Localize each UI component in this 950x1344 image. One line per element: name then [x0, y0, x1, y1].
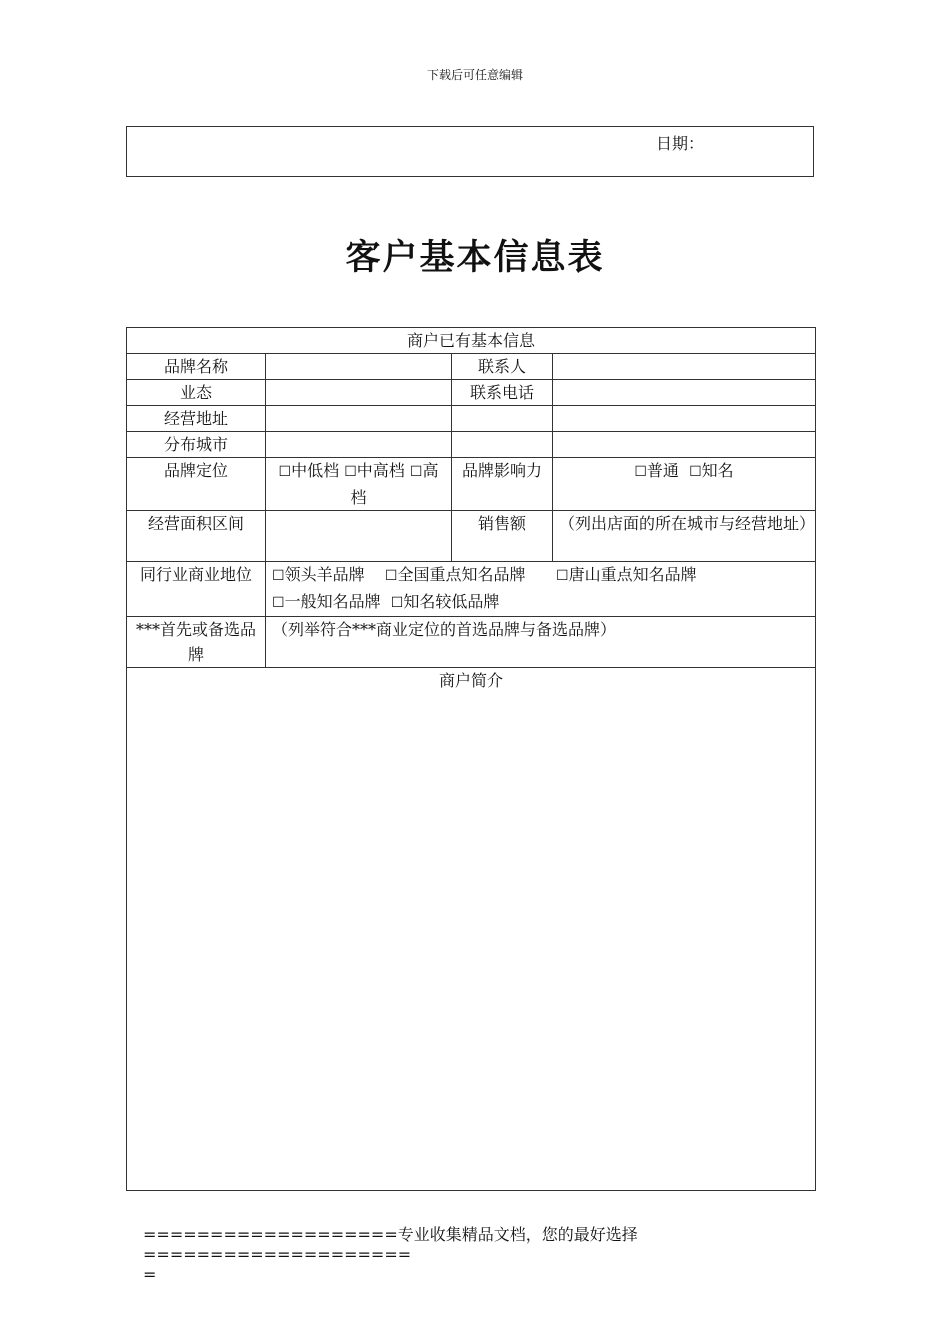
industry-options	[266, 562, 816, 617]
checkbox-ordinary[interactable]: ☐	[634, 464, 647, 480]
date-label: 日期：	[656, 134, 705, 153]
option-leader: 领头羊品牌	[284, 565, 365, 584]
option-ordinary: 普通	[646, 461, 679, 480]
checkbox-low-known[interactable]: ☐	[390, 595, 404, 611]
cities-extra-field[interactable]	[452, 432, 553, 458]
checkbox-leader[interactable]: ☐	[272, 568, 285, 584]
customer-info-table	[126, 327, 816, 1191]
intro-row	[127, 668, 816, 1191]
business-type-label: 业态	[127, 380, 266, 406]
option-famous: 知名	[701, 461, 734, 480]
phone-label: 联系电话	[452, 380, 553, 406]
option-low-mid: 中低档	[291, 461, 340, 480]
cities-label: 分布城市	[127, 432, 266, 458]
sales-note: （列出店面的所在城市与经营地址）	[553, 511, 816, 562]
address-extra-field-2[interactable]	[553, 406, 816, 432]
option-high: 高档	[350, 461, 439, 507]
sales-label: 销售额	[452, 511, 553, 562]
intro-label[interactable]: 商户简介	[127, 668, 816, 1191]
option-national: 全国重点知名品牌	[397, 565, 526, 584]
table-row	[127, 511, 816, 562]
address-field[interactable]	[266, 406, 452, 432]
table-row	[127, 380, 816, 406]
area-label: 经营面积区间	[127, 511, 266, 562]
option-tangshan: 唐山重点知名品牌	[568, 565, 697, 584]
section-title: 商户已有基本信息	[127, 328, 816, 354]
option-mid-high: 中高档	[356, 461, 405, 480]
contact-label: 联系人	[452, 354, 553, 380]
industry-label: 同行业商业地位	[127, 562, 266, 617]
brand-name-label: 品牌名称	[127, 354, 266, 380]
checkbox-tangshan[interactable]: ☐	[556, 568, 569, 584]
section-row	[127, 328, 816, 354]
date-box	[126, 126, 814, 177]
footer-text: ===================专业收集精品文档，您的最好选择====================	[143, 1225, 638, 1264]
influence-label: 品牌影响力	[452, 458, 553, 511]
checkbox-national[interactable]: ☐	[384, 568, 398, 584]
table-row	[127, 406, 816, 432]
influence-options	[553, 458, 816, 511]
option-general: 一般知名品牌	[284, 592, 381, 611]
table-row	[127, 562, 816, 617]
table-row	[127, 432, 816, 458]
checkbox-mid-high[interactable]: ☐	[344, 464, 357, 480]
address-label: 经营地址	[127, 406, 266, 432]
address-extra-field[interactable]	[452, 406, 553, 432]
phone-field[interactable]	[553, 380, 816, 406]
business-type-field[interactable]	[266, 380, 452, 406]
table-row	[127, 354, 816, 380]
area-field[interactable]	[266, 511, 452, 562]
positioning-label: 品牌定位	[127, 458, 266, 511]
cities-field[interactable]	[266, 432, 452, 458]
brand-name-field[interactable]	[266, 354, 452, 380]
option-low-known: 知名较低品牌	[403, 592, 500, 611]
checkbox-low-mid[interactable]: ☐	[278, 464, 292, 480]
checkbox-high[interactable]: ☐	[409, 464, 423, 480]
contact-field[interactable]	[553, 354, 816, 380]
preferred-note: （列举符合***商业定位的首选品牌与备选品牌）	[266, 617, 816, 668]
page-title: 客户基本信息表	[345, 237, 605, 278]
checkbox-famous[interactable]: ☐	[689, 464, 702, 480]
cities-extra-field-2[interactable]	[553, 432, 816, 458]
checkbox-general[interactable]: ☐	[272, 595, 285, 611]
header-note: 下载后可任意编辑	[426, 68, 523, 82]
footer	[143, 1225, 823, 1285]
preferred-label: ***首先或备选品牌	[127, 617, 266, 668]
table-row	[127, 458, 816, 511]
positioning-options	[266, 458, 452, 511]
table-row	[127, 617, 816, 668]
footer-tail: =	[143, 1265, 157, 1284]
